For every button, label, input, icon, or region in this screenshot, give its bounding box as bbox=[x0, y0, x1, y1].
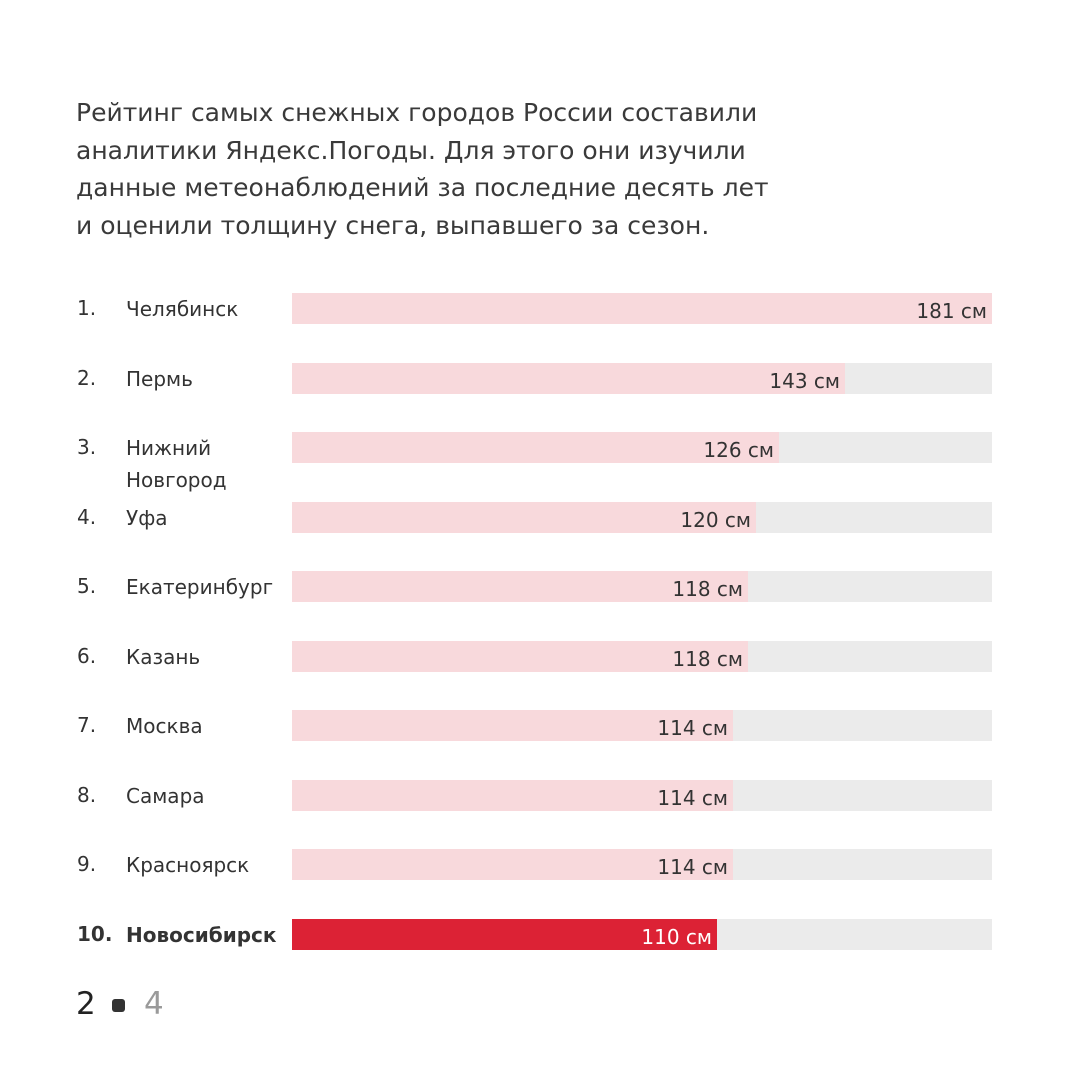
bar-track bbox=[292, 432, 992, 463]
city-label: Казань bbox=[126, 645, 201, 669]
bar bbox=[292, 363, 845, 394]
bar-track bbox=[292, 641, 992, 672]
chart-row bbox=[0, 293, 1080, 353]
bar-track bbox=[292, 363, 992, 394]
city-label: Уфа bbox=[126, 506, 168, 530]
chart-row bbox=[0, 502, 1080, 562]
rank-label: 4. bbox=[77, 505, 97, 529]
value-label: 114 см bbox=[657, 855, 728, 879]
bar-track bbox=[292, 710, 992, 741]
value-label: 110 см bbox=[641, 925, 712, 949]
value-label: 114 см bbox=[657, 716, 728, 740]
chart-row bbox=[0, 571, 1080, 631]
city-label: Новосибирск bbox=[126, 923, 277, 947]
city-label: Самара bbox=[126, 784, 205, 808]
bar-track bbox=[292, 293, 992, 324]
value-label: 118 см bbox=[672, 647, 743, 671]
value-label: 181 см bbox=[916, 299, 987, 323]
bar-track bbox=[292, 780, 992, 811]
value-label: 118 см bbox=[672, 577, 743, 601]
intro-line: и оценили толщину снега, выпавшего за сезон. bbox=[76, 210, 710, 240]
rank-label: 8. bbox=[77, 783, 97, 807]
value-label: 126 см bbox=[703, 438, 774, 462]
page-current: 2 bbox=[76, 986, 96, 1022]
intro-line: данные метеонаблюдений за последние десять лет bbox=[76, 173, 769, 202]
chart-row bbox=[0, 432, 1080, 492]
city-label: Москва bbox=[126, 714, 203, 738]
city-label: Нижний Новгород bbox=[126, 436, 227, 492]
city-label: Екатеринбург bbox=[126, 575, 274, 599]
bar-track bbox=[292, 502, 992, 533]
rank-label: 2. bbox=[77, 366, 97, 390]
page-total: 4 bbox=[144, 986, 164, 1022]
rank-label: 7. bbox=[77, 713, 97, 737]
value-label: 120 см bbox=[680, 508, 751, 532]
chart-row bbox=[0, 363, 1080, 423]
chart-row bbox=[0, 710, 1080, 770]
bar-track bbox=[292, 919, 992, 950]
city-label: Пермь bbox=[126, 367, 193, 391]
intro-line: Рейтинг самых снежных городов России составили bbox=[76, 98, 758, 127]
rank-label: 9. bbox=[77, 852, 97, 876]
rank-label: 5. bbox=[77, 574, 97, 598]
value-label: 114 см bbox=[657, 786, 728, 810]
bar-track bbox=[292, 571, 992, 602]
page-separator-dot bbox=[112, 999, 125, 1012]
intro-line: аналитики Яндекс.Погоды. Для этого они изучили bbox=[76, 135, 746, 165]
chart-row bbox=[0, 919, 1080, 979]
rank-label: 1. bbox=[77, 296, 97, 320]
rank-label: 6. bbox=[77, 644, 97, 668]
city-label: Красноярск bbox=[126, 853, 250, 877]
bar bbox=[292, 293, 992, 324]
chart-row bbox=[0, 780, 1080, 840]
chart-row bbox=[0, 641, 1080, 701]
chart-row bbox=[0, 849, 1080, 909]
rank-label: 3. bbox=[77, 435, 97, 459]
rank-label: 10. bbox=[77, 922, 113, 946]
bar-track bbox=[292, 849, 992, 880]
city-label: Челябинск bbox=[126, 297, 239, 321]
value-label: 143 см bbox=[769, 369, 840, 393]
